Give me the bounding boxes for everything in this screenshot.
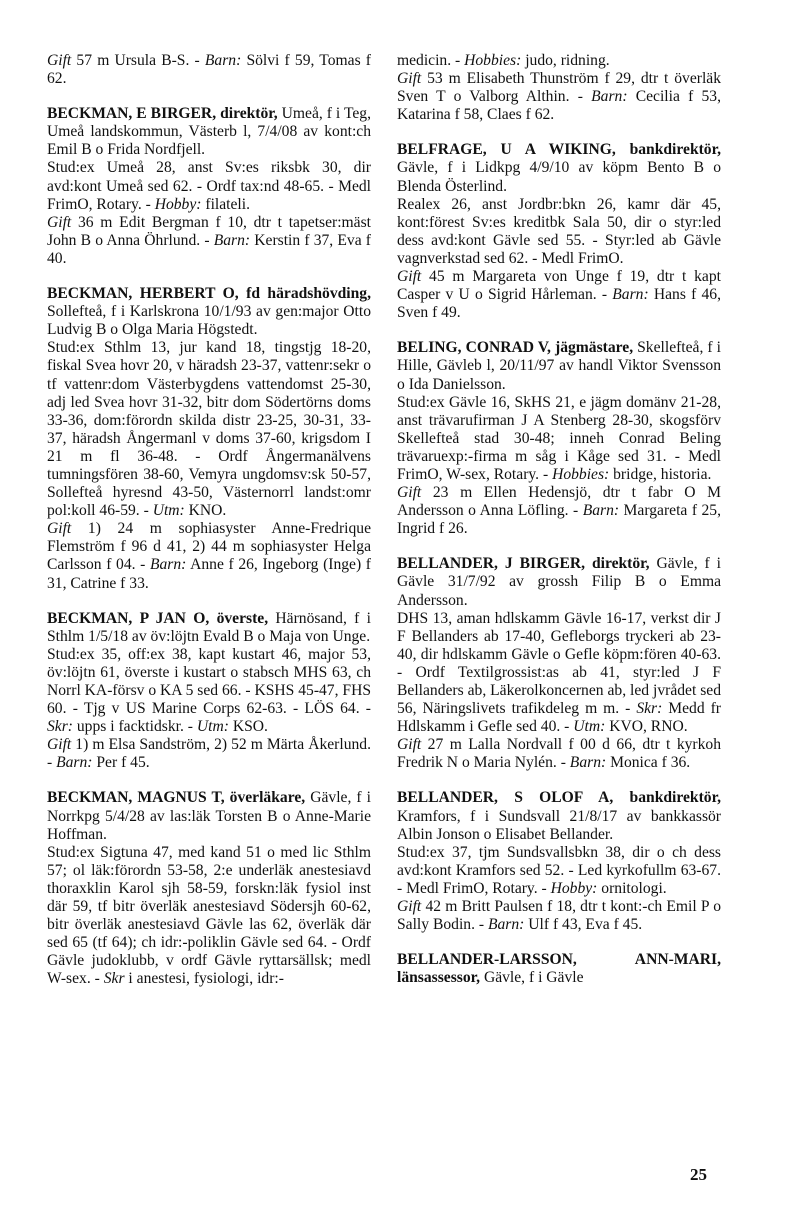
page-number: 25 [690,1165,707,1184]
entry-paragraph [397,52,721,70]
entry-text: Realex 26, anst Jordbr:bkn 26, kamr där 45, kont:förest Sv:es kreditbk Sala 50, dir o styr:led dess avd:kont Gävle sed 55. - Styr:led ab Gävle vagnverkstad sed 62. - Medl FrimO. [397,195,721,267]
entry-paragraph [47,844,371,989]
field-label: Utm: [152,502,185,520]
entry-text: Hans f 46, Sven f 49. [397,286,721,322]
entry-heading-paragraph [397,339,721,393]
entry-text: Margareta f 25, Ingrid f 26. [397,502,721,538]
entry-text: KNO. [184,502,227,520]
entry-heading-paragraph [397,789,721,843]
entry-name: BECKMAN, E BIRGER, direktör, [47,105,278,123]
entry-heading-paragraph [397,555,721,609]
entry-text: medicin. - [397,52,465,69]
entry-text: filateli. [201,195,250,213]
field-label: Hobby: [550,879,598,897]
entry-continuation [47,52,371,88]
entry-text: bridge, historia. [609,465,712,483]
biography-entry [397,555,721,772]
entry-paragraph [47,339,371,520]
entry-text: i anestesi, fysiologi, idr:- [124,970,284,988]
entry-text: 23 m Ellen Hedensjö, dtr t fabr O M Andersson o Anna Löfling. - [397,484,721,520]
entry-heading-paragraph [47,105,371,159]
biography-entry [47,610,371,773]
field-label: Gift [47,736,72,754]
entry-paragraph [397,844,721,898]
entry-continuation [397,52,721,124]
field-label: Barn: [56,754,93,772]
entry-text: upps i facktidskr. - [72,718,197,736]
biography-entry [397,789,721,934]
biography-entry [47,285,371,593]
entry-paragraph [47,159,371,213]
entry-text: ornitologi. [597,879,667,897]
field-label: Barn: [569,754,607,772]
entry-heading-paragraph [47,610,371,646]
entry-text: Gävle, f i Lidkpg 4/9/10 av köpm Bento B o Blenda Österlind. [397,159,721,195]
field-label: Barn: [591,88,628,106]
field-label: Gift [47,213,72,231]
entry-paragraph [397,736,721,772]
field-label: Barn: [582,502,620,520]
entry-heading-paragraph [47,285,371,339]
entry-text: Sollefteå, f i Karlskrona 10/1/93 av gen:major Otto Ludvig B o Olga Maria Högstedt. [47,303,371,339]
entry-text: 27 m Lalla Nordvall f 00 d 66, dtr t kyrkoh Fredrik N o Maria Nylén. - [397,736,721,772]
entry-paragraph [47,52,371,88]
entry-paragraph [397,610,721,737]
field-label: Gift [397,268,422,286]
entry-paragraph [47,214,371,268]
field-label: Barn: [487,916,525,934]
entry-text: Umeå, f i Teg, Umeå landskommun, Västerb l, 7/4/08 av kont:ch Emil B o Frida Nordfjell. [47,105,371,159]
entry-heading-paragraph [397,141,721,195]
entry-heading-paragraph [47,789,371,843]
field-label: Gift [47,520,72,538]
entry-name: BECKMAN, MAGNUS T, överläkare, [47,789,306,807]
entry-text: Stud:ex Sigtuna 47, med kand 51 o med lic Sthlm 57; ol läk:förordn 53-58, 2:e underläk anestesiavd thoraxklin Karol sjh 58-59, forskn:läk fysiol inst där 59, tf bitr överläk anestesiavd Södersjh 60-62, bitr överläk anestesiavd Gävle las 62, överläk där sed 65 (tf 64); ch idr:-poliklin Gävle sed 64. - Ordf Gävle judoklubb, v ordf Gävle ryttarsällsk; medl W-sex. - [47,843,371,988]
field-label: Gift [397,484,422,502]
entry-name: BECKMAN, P JAN O, överste, [47,609,269,627]
right-column [397,52,721,1004]
entry-text: Sölvi f 59, Tomas f 62. [47,52,371,88]
entry-text: KVO, RNO. [605,718,688,736]
entry-text: Stud:ex 37, tjm Sundsvallsbkn 38, dir o ch dess avd:kont Kramfors sed 52. - Led kyrkofullm 63-67. - Medl FrimO, Rotary. - [397,843,721,897]
entry-paragraph [47,520,371,592]
field-label: Gift [397,70,422,88]
entry-paragraph [47,646,371,736]
field-label: Barn: [204,52,242,69]
entry-text: Per f 45. [92,754,150,772]
entry-name: BELLANDER, J BIRGER, direktör, [397,555,650,573]
entry-text: KSO. [228,718,268,736]
entry-text: Stud:ex Umeå 28, anst Sv:es riksbk 30, dir avd:kont Umeå sed 62. - Ordf tax:nd 48-65. - Medl FrimO, Rotary. - [47,159,371,213]
entry-text: Monica f 36. [606,754,691,772]
field-label: Hobby: [154,195,202,213]
entry-text: judo, ridning. [521,52,610,69]
biography-entry [47,789,371,988]
entry-paragraph [397,70,721,124]
entry-name: BELLANDER, S OLOF A, bankdirektör, [397,789,721,807]
biography-entry [397,339,721,538]
field-label: Gift [47,52,72,69]
field-label: Gift [397,736,422,754]
entry-text: 45 m Margareta von Unge f 19, dtr t kapt Casper v U o Sigrid Hårleman. - [397,268,721,304]
entry-paragraph [397,196,721,268]
field-label: Barn: [612,286,649,304]
biography-entry [47,105,371,268]
entry-name: BELLANDER-LARSSON, ANN-MARI, länsassessor, [397,951,721,987]
entry-text: Ulf f 43, Eva f 45. [524,916,643,934]
field-label: Hobbies: [552,465,610,483]
entry-text: Gävle, f i Gävle [480,969,584,987]
field-label: Hobbies: [464,52,522,69]
field-label: Skr: [47,718,73,736]
field-label: Skr [103,970,125,988]
entry-text: 36 m Edit Bergman f 10, dtr t tapetser:mäst John B o Anna Öhrlund. - [47,213,371,249]
entry-text: Stud:ex Sthlm 13, jur kand 18, tingstjg 18-20, fiskal Svea hovr 20, v häradsh 23-37, vattenr:sekr o tf vattenr:dom Västerbygdens vattendomst 25-30, adj led Svea hovr 31-32, bitr dom Södertörns doms 33-36, dom:förordn skilda distr 23-25, 30-31, 33-37, häradsh Ångermanl v doms 37-60, krigsdom I 21 m fl 36-48. - Ordf Ångermanälvens tumningsfören 38-60, Vemyra ungdomsv:sk 50-57, Sollefteå hyresnd 43-50, Västernorrl landst:omr pol:koll 46-59. - [47,339,371,520]
entry-name: BELFRAGE, U A WIKING, bankdirektör, [397,141,721,159]
entry-text: Gävle, f i Norrkpg 5/4/28 av las:läk Torsten B o Anne-Marie Hoffman. [47,789,372,843]
entry-text: Kramfors, f i Sundsvall 21/8/17 av bankkassör Albin Jonson o Elisabet Bellander. [397,807,721,843]
field-label: Gift [397,898,422,916]
entry-text: Stud:ex Gävle 16, SkHS 21, e jägm domänv 21-28, anst trävarufirman J A Stenberg 28-30, skogsförv Skellefteå stad 30-48; inneh Conrad Beling trävaruexp:-firma m såg i Kåge sed 31. - Medl FrimO, W-sex, Rotary. - [397,393,721,483]
field-label: Barn: [149,556,187,574]
entry-text: 1) 24 m sophiasyster Anne-Fredrique Flemström f 96 d 41, 2) 44 m sophiasyster Helga Carlsson f 04. - [47,520,371,574]
field-label: Utm: [573,718,606,736]
entry-name: BELING, CONRAD V, jägmästare, [397,339,634,357]
entry-text: Härnösand, f i Sthlm 1/5/18 av öv:löjtn Evald B o Maja von Unge. [47,609,371,645]
biography-entry [397,951,721,987]
entry-text: Stud:ex 35, off:ex 38, kapt kustart 46, major 53, öv:löjtn 61, överste i kustart o stabsch MHS 63, ch Norrl KA-försv o KA 5 sed 66. - KSHS 45-47, FHS 60. - Tjg v US Marine Corps 62-63. - LÖS 64. - [47,645,372,718]
field-label: Utm: [196,718,229,736]
entry-text: DHS 13, aman hdlskamm Gävle 16-17, verkst dir J F Bellanders ab 17-40, Gefleborgs tryckeri ab 23-40, dir hdlskamm Gävle o Gefle köpm:fören 40-63. - Ordf Textilgrossist:as ab 41, styr:led J F Bellanders ab, Läkerolkoncernen ab, led jvrådet sed 56, Näringslivets trafikdeleg m m. - [397,609,721,718]
entry-text: 57 m Ursula B-S. - [71,52,205,69]
field-label: Skr: [636,700,663,718]
biography-entry [397,141,721,322]
entry-paragraph [47,736,371,772]
entry-heading-paragraph [397,951,721,987]
field-label: Barn: [213,231,251,249]
entry-text: Medd fr Hdlskamm i Gefle sed 40. - [397,700,721,736]
entry-text: Kerstin f 37, Eva f 40. [47,231,371,267]
entry-text: Skellefteå, f i Hille, Gävleb l, 20/11/97 av handl Viktor Svensson o Ida Danielsson. [397,339,721,393]
entry-text: Gävle, f i Gävle 31/7/92 av grossh Filip B o Emma Andersson. [397,555,721,609]
entry-name: BECKMAN, HERBERT O, fd häradshövding, [47,285,371,303]
entry-paragraph [397,898,721,934]
entry-text: Cecilia f 53, Katarina f 58, Claes f 62. [397,88,722,124]
entry-text: Anne f 26, Ingeborg (Inge) f 31, Catrine f 33. [47,556,371,592]
entry-text: 42 m Britt Paulsen f 18, dtr t kont:-ch Emil P o Sally Bodin. - [397,898,721,934]
entry-paragraph [397,394,721,484]
entry-paragraph [397,268,721,322]
entry-text: 1) m Elsa Sandström, 2) 52 m Märta Åkerlund. - [47,736,371,772]
entry-paragraph [397,484,721,538]
entry-text: 53 m Elisabeth Thunström f 29, dtr t överläk Sven T o Valborg Althin. - [397,70,721,106]
left-column [47,52,371,1006]
